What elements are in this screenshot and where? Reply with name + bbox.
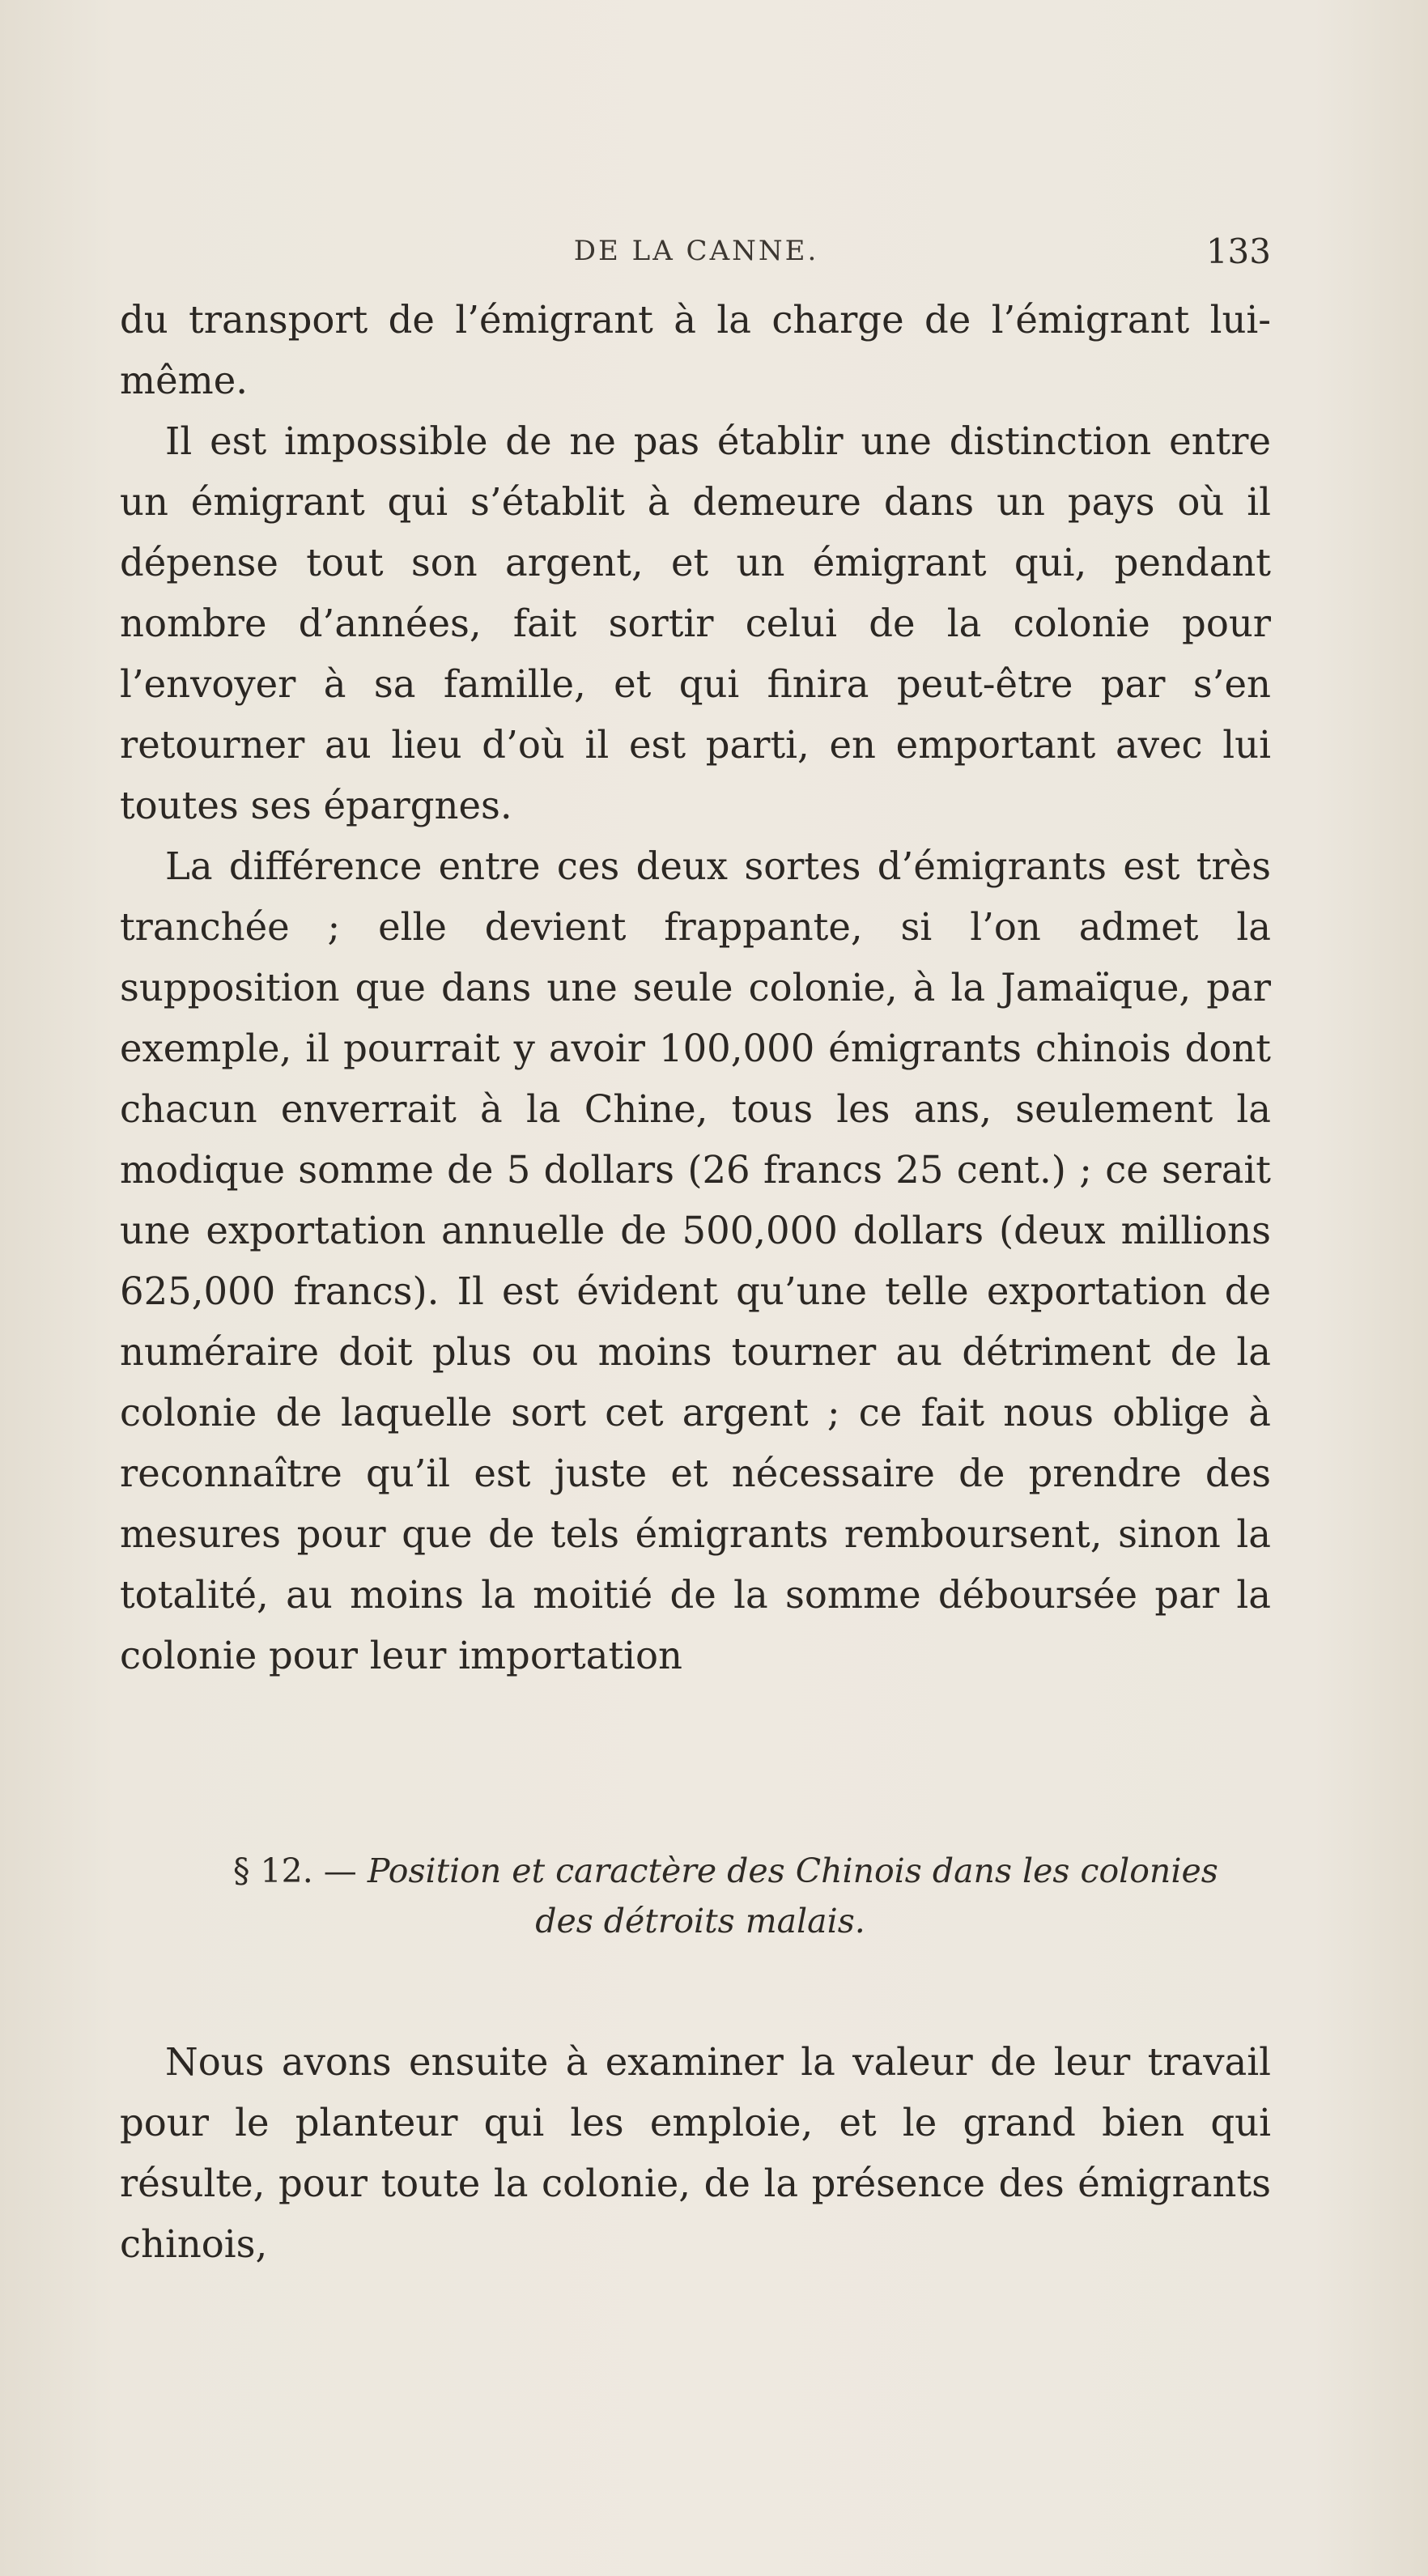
- section-heading: [121, 1846, 1271, 1946]
- paragraph: Il est impossible de ne pas établir une distinction entre un émigrant qui s’établit à demeure dans un pays où il dépense tout son argent, et un émigrant qui, pendant nombre d’années, fait sortir celui de la colonie pour l’envoyer à sa famille, et qui finira peut-être par s’en retourner au lieu d’où il est parti, en emportant avec lui toutes ses épargnes.: [120, 419, 1271, 827]
- page-number: 133: [1205, 232, 1271, 271]
- running-head: [121, 232, 1271, 283]
- body-text-continued: [120, 2032, 1271, 2275]
- paragraph: Nous avons ensuite à examiner la valeur de leur travail pour le planteur qui les emploie, et le grand bien qui résulte, pour toute la colonie, de la présence des émigrants chinois,: [120, 2040, 1271, 2266]
- section-number: § 12. —: [233, 1851, 357, 1890]
- section-heading-line-1: [121, 1846, 1271, 1896]
- body-text: [120, 290, 1271, 1686]
- paragraph: La différence entre ces deux sortes d’émigrants est très tranchée ; elle devient frappante, si l’on admet la supposition que dans une seule colonie, à la Jamaïque, par exemple, il pourrait y avoir 100,000 émigrants chinois dont chacun enverrait à la Chine, tous les ans, seulement la modique somme de 5 dollars (26 francs 25 cent.) ; ce serait une exportation annuelle de 500,000 dollars (deux millions 625,000 francs). Il est évident qu’une telle exportation de numéraire doit plus ou moins tourner au détriment de la colonie de laquelle sort cet argent ; ce fait nous oblige à reconnaître qu’il est juste et nécessaire de prendre des mesures pour que de tels émigrants remboursent, sinon la totalité, au moins la moitié de la somme déboursée par la colonie pour leur importation: [120, 844, 1271, 1677]
- section-title-part-1: Position et caractère des Chinois dans les colonies: [367, 1851, 1218, 1890]
- paragraph: du transport de l’émigrant à la charge de l’émigrant lui-même.: [120, 298, 1271, 402]
- section-title-part-2: des détroits malais.: [535, 1902, 865, 1941]
- running-title: DE LA CANNE.: [573, 235, 819, 267]
